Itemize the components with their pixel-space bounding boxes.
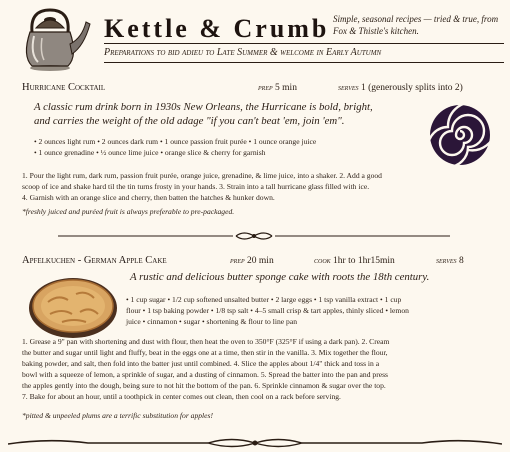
recipe1-note: *freshly juiced and puréed fruit is always preferable to pre-packaged. bbox=[22, 207, 235, 216]
page-subtitle: Preparations to bid adieu to Late Summer & welcome in Early Autumn bbox=[104, 47, 382, 58]
recipe1-prep-label: prep bbox=[258, 82, 273, 92]
recipe2-ingredients bbox=[126, 294, 506, 327]
recipe1-description-line: and carries the weight of the old adage "if you can't beat 'em, join 'em". bbox=[34, 115, 345, 127]
recipe2-title: Apfelkuchen - German Apple Cake bbox=[22, 255, 167, 266]
recipe2-note: *pitted & unpeeled plums are a terrific substitution for apples! bbox=[22, 411, 214, 420]
recipe2-instruction-line: bowl with a squeeze of lemon, a sprinkle of sugar, and a dusting of cinnamon. 5. Spread the batter into the pan and press bbox=[22, 370, 388, 379]
recipe2-prep-label: prep bbox=[230, 255, 245, 265]
ornamental-border bbox=[8, 436, 502, 450]
recipe2-cook-label: cook bbox=[314, 255, 331, 265]
ornamental-divider bbox=[58, 230, 450, 242]
recipe2-ingredient-line: flour • 1 tsp baking powder • 1/8 tsp salt • 4–5 small crisp & tart apples, thinly sliced • lemon bbox=[126, 306, 409, 315]
recipe2-instructions bbox=[22, 336, 507, 402]
recipe2-instruction-line: baking powder, and salt, then fold into the batter just until combined. 4. Slice the apples about 1/4" thick and toss in a bbox=[22, 359, 380, 368]
recipe1-instruction-line: scoop of ice and shake hard til the tin turns frosty in your hands. 3. Strain into a tall hurricane glass filled with ice. bbox=[22, 182, 370, 191]
recipe2-instruction-line: the butter and sugar until light and fluffy, beat in the eggs one at a time, then stir in the vanilla. 3. Mix together the flour, bbox=[22, 348, 388, 357]
recipe2-serves-label: serves bbox=[436, 255, 457, 265]
page-title: Kettle & Crumb bbox=[104, 14, 330, 43]
recipe2-serves bbox=[436, 255, 464, 266]
recipe1-ingredients bbox=[34, 136, 429, 158]
recipe2-prep-value: 20 min bbox=[247, 256, 274, 266]
recipe1-ingredient-line: • 2 ounces light rum • 2 ounces dark rum • 1 ounce passion fruit purée • 1 ounce orange juice bbox=[34, 137, 317, 146]
recipe1-instruction-line: 1. Pour the light rum, dark rum, passion fruit purée, orange juice, grenadine, & lime juice, into a shaker. 2. Add a good bbox=[22, 171, 382, 180]
recipe1-prep bbox=[258, 82, 297, 93]
apple-cake-icon bbox=[28, 272, 118, 340]
recipe2-instruction-line: 1. Grease a 9" pan with shortening and dust with flour, then heat the oven to 350°F (325°F if using a dark pan). 2. Cream bbox=[22, 337, 390, 346]
recipe1-serves bbox=[338, 82, 463, 93]
recipe1-instruction-line: 4. Garnish with an orange slice and cherry, then batten the hatches & hunker down. bbox=[22, 193, 275, 202]
spiral-swirl-icon bbox=[429, 104, 491, 166]
recipe1-serves-value: 1 (generously splits into 2) bbox=[360, 83, 463, 93]
recipe2-description: A rustic and delicious butter sponge cake with roots the 18th century. bbox=[130, 271, 430, 283]
recipe1-prep-value: 5 min bbox=[275, 83, 297, 93]
recipe1-description-line: A classic rum drink born in 1930s New Orleans, the Hurricane is bold, bright, bbox=[34, 101, 373, 113]
recipe2-prep bbox=[230, 255, 274, 266]
recipe2-instruction-line: 7. Bake for about an hour, until a toothpick in center comes out clean, then cool on a rack before serving. bbox=[22, 392, 341, 401]
recipe2-serves-value: 8 bbox=[458, 256, 464, 266]
recipe1-serves-label: serves bbox=[338, 82, 359, 92]
header-rule-bottom bbox=[104, 62, 504, 63]
header-rule-top bbox=[104, 43, 504, 44]
recipe1-description bbox=[34, 100, 429, 128]
recipe2-instruction-line: the apples gently into the dough, being sure to not hit the bottom of the pan. 6. Sprinkle cinnamon & sugar over the top. bbox=[22, 381, 386, 390]
recipe2-ingredient-line: juice • cinnamon • sugar • shortening & flour to line pan bbox=[126, 317, 297, 326]
tagline: Simple, seasonal recipes — tried & true, from Fox & Thistle's kitchen. bbox=[333, 14, 499, 36]
recipe2-cook bbox=[314, 255, 395, 266]
recipe1-instructions bbox=[22, 170, 507, 203]
recipe1-title: Hurricane Cocktail bbox=[22, 82, 106, 93]
recipe2-ingredient-line: • 1 cup sugar • 1/2 cup softened unsalted butter • 2 large eggs • 1 tsp vanilla extract • 1 cup bbox=[126, 295, 402, 304]
kettle-icon bbox=[12, 6, 92, 74]
recipe2-cook-value: 1hr to 1hr15min bbox=[333, 256, 395, 266]
recipe1-ingredient-line: • 1 ounce grenadine • ½ ounce lime juice • orange slice & cherry for garnish bbox=[34, 148, 266, 157]
